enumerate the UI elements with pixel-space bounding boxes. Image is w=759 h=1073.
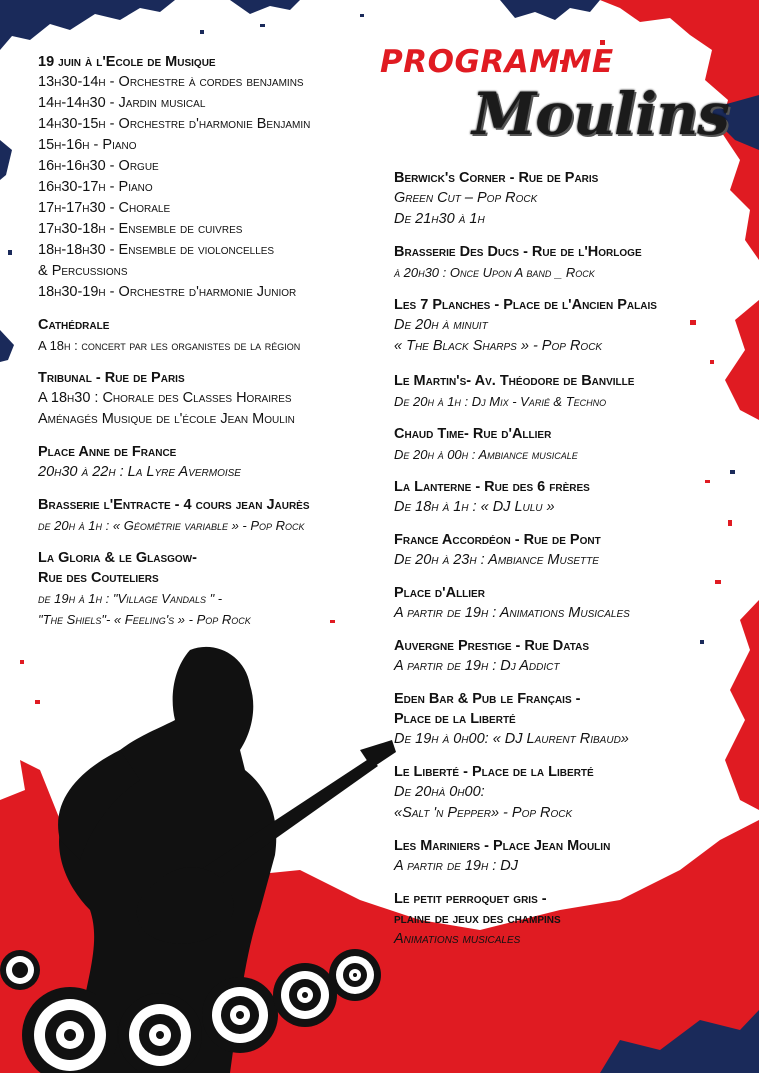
guitarist-silhouette xyxy=(0,640,400,1073)
left-programme-column xyxy=(38,52,388,642)
schedule-line: 18h30-19h - Orchestre d'harmonie Junior xyxy=(38,284,297,300)
venue-les-7-planches xyxy=(394,295,724,357)
venue-place-dallier xyxy=(394,583,724,624)
venue-petit-perroquet xyxy=(394,889,724,950)
venue-place-anne-de-france xyxy=(38,442,388,483)
venue-heading-address: plaine de jeux des champins xyxy=(394,911,561,927)
schedule-line: & Percussions xyxy=(38,263,128,279)
title-moulins: Moulins xyxy=(472,80,729,148)
schedule-line: De 20h à minuit xyxy=(394,317,488,333)
right-programme-column xyxy=(394,168,724,962)
schedule-line: Animations musicales xyxy=(394,931,521,947)
venue-heading: Le petit perroquet gris - xyxy=(394,891,547,907)
venue-brasserie-entracte xyxy=(38,495,388,536)
schedule-line: A partir de 19h : Animations Musicales xyxy=(394,605,630,621)
schedule-line: à 20h30 : Once Upon A band _ Rock xyxy=(394,265,595,280)
venue-auvergne-prestige xyxy=(394,636,724,677)
venue-heading: France Accordéon - Rue de Pont xyxy=(394,532,601,548)
schedule-line: 20h30 à 22h : La Lyre Avermoise xyxy=(38,464,241,480)
venue-heading: La Lanterne - Rue des 6 frères xyxy=(394,479,590,495)
schedule-line: A 18h30 : Chorale des Classes Horaires xyxy=(38,390,292,406)
venue-heading: Les Mariniers - Place Jean Moulin xyxy=(394,838,611,854)
venue-heading-address: Rue des Couteliers xyxy=(38,570,159,586)
schedule-line: 16h-16h30 - Orgue xyxy=(38,158,159,174)
venue-heading: Berwick's Corner - Rue de Paris xyxy=(394,170,599,186)
venue-heading: Place Anne de France xyxy=(38,444,177,460)
venue-la-lanterne xyxy=(394,477,724,518)
schedule-line: « The Black Sharps » - Pop Rock xyxy=(394,338,603,354)
venue-heading: Eden Bar & Pub le Français - xyxy=(394,691,581,707)
schedule-line: De 20h à 1h : Dj Mix - Varié & Techno xyxy=(394,394,607,409)
title-programme: PROGRAMME xyxy=(380,44,614,80)
schedule-line: «Salt 'n Pepper» - Pop Rock xyxy=(394,805,573,821)
schedule-line: De 20h à 00h : Ambiance musicale xyxy=(394,447,578,462)
venue-le-liberte xyxy=(394,762,724,824)
schedule-line: De 20hà 0h00: xyxy=(394,784,485,800)
schedule-line: A 18h : concert par les organistes de la région xyxy=(38,338,301,353)
venue-brasserie-des-ducs xyxy=(394,242,724,283)
venue-france-accordeon xyxy=(394,530,724,571)
venue-le-martins xyxy=(394,371,724,412)
venue-heading: Auvergne Prestige - Rue Datas xyxy=(394,638,590,654)
schedule-line: 13h30-14h - Orchestre à cordes benjamins xyxy=(38,74,304,90)
venue-heading: La Gloria & le Glasgow- xyxy=(38,550,197,566)
schedule-line: 14h-14h30 - Jardin musical xyxy=(38,95,206,111)
schedule-line: A partir de 19h : Dj Addict xyxy=(394,658,560,674)
venue-berwicks-corner xyxy=(394,168,724,230)
schedule-line: De 18h à 1h : « DJ Lulu » xyxy=(394,499,555,515)
venue-heading: Cathédrale xyxy=(38,317,110,333)
venue-la-gloria xyxy=(38,548,388,630)
venue-heading: Tribunal - Rue de Paris xyxy=(38,370,185,386)
venue-heading: Brasserie Des Ducs - Rue de l'Horloge xyxy=(394,244,642,260)
venue-chaud-time xyxy=(394,424,724,465)
venue-heading: Brasserie l'Entracte - 4 cours jean Jaurès xyxy=(38,497,310,513)
venue-tribunal xyxy=(38,368,388,430)
venue-heading-address: Place de la Liberté xyxy=(394,711,516,727)
schedule-line: 16h30-17h - Piano xyxy=(38,179,153,195)
schedule-line: De 20h à 23h : Ambiance Musette xyxy=(394,552,599,568)
venue-eden-bar xyxy=(394,689,724,750)
schedule-line: 17h30-18h - Ensemble de cuivres xyxy=(38,221,243,237)
schedule-line: 15h-16h - Piano xyxy=(38,137,137,153)
venue-heading: Chaud Time- Rue d'Allier xyxy=(394,426,552,442)
schedule-line: de 20h à 1h : « Géométrie variable » - Pop Rock xyxy=(38,518,305,533)
venue-ecole-musique xyxy=(38,52,388,303)
venue-heading: Le Liberté - Place de la Liberté xyxy=(394,764,594,780)
schedule-line: de 19h à 1h : "Village Vandals " - xyxy=(38,591,223,606)
schedule-line: Aménagés Musique de l'école Jean Moulin xyxy=(38,411,295,427)
schedule-line: A partir de 19h : DJ xyxy=(394,858,519,874)
schedule-line: De 19h à 0h00: « DJ Laurent Ribaud» xyxy=(394,731,629,747)
venue-cathedrale xyxy=(38,315,388,356)
schedule-line: De 21h30 à 1h xyxy=(394,211,485,227)
schedule-line: 14h30-15h - Orchestre d'harmonie Benjamin xyxy=(38,116,311,132)
schedule-line: Green Cut – Pop Rock xyxy=(394,190,538,206)
venue-les-mariniers xyxy=(394,836,724,877)
venue-heading: Place d'Allier xyxy=(394,585,485,601)
schedule-line: 18h-18h30 - Ensemble de violoncelles xyxy=(38,242,275,258)
schedule-line: 17h-17h30 - Chorale xyxy=(38,200,171,216)
venue-heading: 19 juin à l'Ecole de Musique xyxy=(38,54,216,70)
venue-heading: Le Martin's- Av. Théodore de Banville xyxy=(394,373,635,389)
schedule-line: "The Shiels"- « Feeling's » - Pop Rock xyxy=(38,612,251,627)
venue-heading: Les 7 Planches - Place de l'Ancien Palais xyxy=(394,297,657,313)
